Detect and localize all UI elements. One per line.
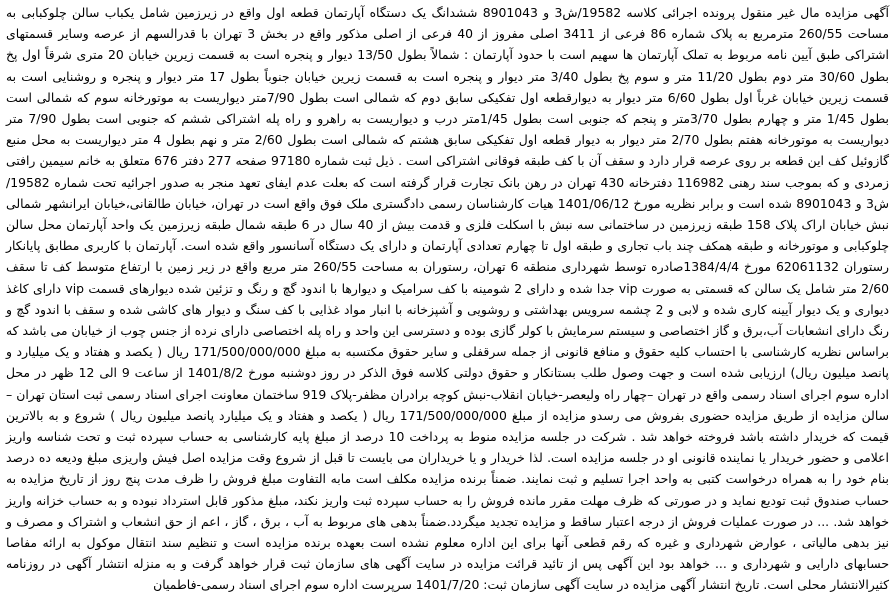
auction-notice-text: آگهی مزایده مال غیر منقول پرونده اجرائی کلاسه 19582/ش3 و 8901043 ششدانگ یک دستگاه آپارتمان قطعه اول واقع در زیرزمین شامل یکباب سالن چلوکبابی به مساحت 260/55 مترمربع به پلاک شماره 86 فرعی از 3411 اصلی مفروز از 40 فرعی از اصلی مذکور واقع در بخش 3 تهران با قدرالسهم از عرصه وسایر قسمتهای اشتراکی طبق آیین نامه مربوط به تملک آپارتمان ها سهیم است با حدود آپارتمان : شمالاً بطول 13/50 دیوار و پنجره است به قسمت زیرین خیابان 20 متری شرقاً اول پخ بطول 30/60 متر دوم بطول 11/20 متر و سوم پخ بطول 3/40 متر دیوار و پنجره است به قسمت زیرین خیابان جنوباً بطول 17 متر دیوار و پنجره و روشنایی است به قسمت زیرین خیابان غرباً اول بطول 6/60 متر دیوار به دیوارقطعه اول تفکیکی سابق دوم که شمالی است بطول 7/90متر دیواریست به موتورخانه سوم که شمالی است بطول 1/45 متر و چهارم بطول 3/70متر و پنجم که جنوبی است بطول 1/45متر درب و دیواریست به راهرو و راه پله اشتراکی ششم که جنوبی است بطول 7/90 متر دیواریست به موتورخانه هفتم بطول 2/70 متر دیوار به دیوار قطعه اول تفکیکی سابق هشتم که شمالی است بطول 2/60 متر و نهم بطول 4 متر دیواریست به محل منبع گازوئیل کف این قطعه بر روی عرصه قرار دارد و سقف آن با کف طبقه فوقانی اشتراکی است . ذیل ثبت شماره 97180 صفحه 277 دفتر 676 متعلق به خانم سیمین رافتی زمردی و که بموجب سند رهنی 116982 دفترخانه 430 تهران در رهن بانک تجارت قرار گرفته است که بعلت عدم ایفای تعهد منجر به صدور اجرائیه تحت شماره 19582/ش3 و 8901043 شده است و برابر نظریه مورخ 1401/06/12 هیات کارشناسان رسمی دادگستری ملک فوق واقع است در تهران، خیابان طالقانی،خیابان ایرانشهر شمالی نبش خیابان اراک پلاک 158 طبقه زیرزمین در ساختمانی سه نبش با اسکلت فلزی و قدمت بیش از 40 سال در 6 طبقه شمال طبقه زیرزمین یک واحد آپارتمان محل سالن چلوکبابی و موتورخانه و طبقه همکف چند باب تجاری و طبقه اول تا چهارم تعدادی آپارتمان و دارای یک دستگاه آسانسور واقع شده است. آپارتمان با کاربری مطابق پایانکار رستوران 62061132 مورخ 1384/4/4صادره توسط شهرداری منطقه 6 تهران، رستوران به مساحت 260/55 متر مربع واقع در زیر زمین با ارتفاع متوسط کف تا سقف 2/60 متر شامل یک سالن که قسمتی به صورت vip جدا شده و دارای 2 شومینه با کف سرامیک و دیوارها با اندود گچ و رنگ و تزئین شده دیوارهای قسمت vip دارای کاغذ دیواری و یک دیوار آیینه کاری شده و لابی و 2 چشمه سرویس بهداشتی و روشویی و آشپزخانه با انبار مواد غذایی با کف سنگ و دیوار های کاشی شده و سقف با اندود گچ و رنگ دارای انشعابات آب،برق و گاز اختصاصی و سیستم سرمایش با کولر گازی بوده و دسترسی این واحد و راه پله اختصاصی دارای نرده از جنس چوب از خیابان می باشد که براساس نظریه کارشناسی با احتساب کلیه حقوق و منافع قانونی از جمله سرقفلی و سایر حقوق مکتسبه به مبلغ 171/500/000/000 ریال ( یکصد و هفتاد و یک میلیارد و پانصد میلیون ریال) ارزیابی شده است و جهت وصول طلب بستانکار و حقوق دولتی کلاسه فوق الذکر در روز دوشنبه مورخ 1401/8/2 از ساعت 9 الی 12 ظهر در محل اداره سوم اجرای اسناد رسمی واقع در تهران –چهار راه ولیعصر-خیابان انقلاب-نبش کوچه برادران مظفر-پلاک 919 ساختمان معاونت اجرای اسناد رسمی ثبت استان تهران – سالن مزایده از طریق مزایده حضوری بفروش می رسدو مزایده از مبلغ 171/500/000/000 ریال ( یکصد و هفتاد و یک میلیارد پانصد میلیون ریال ) شروع و به بالاترین قیمت که خریدار داشته باشد فروخته خواهد شد . شرکت در جلسه مزایده منوط به پرداخت 10 درصد از مبلغ پایه کارشناسی به حساب سپرده ثبت و تحت شناسه واریز اعلامی و حضور خریدار یا نماینده قانونی او در جلسه مزایده است. لذا خریدار و یا خریداران می بایست تا قبل از شروع وقت مزایده اصل فیش واریزی مبلغ ودیعه ده درصد بنام خود را به همراه درخواست کتبی به واحد اجرا تسلیم و ثبت نمایند. ضمناً برنده مزایده مکلف است مابه التفاوت مبلغ فروش را ظرف مدت پنج روز از تاریخ مزایده به حساب صندوق ثبت تودیع نماید و در صورتی که ظرف مهلت مقرر مانده فروش را به حساب سپرده ثبت واریز نکند، مبلغ مذکور قابل استرداد نبوده و به حساب خزانه واریز خواهد شد. ... در صورت عملیات فروش از درجه اعتبار ساقط و مزایده تجدید میگردد.ضمناً بدهی های مربوط به آب ، برق ، گاز ، اعم از حق انشعاب و اشتراک و مصرف و نیز بدهی مالیاتی ، عوارض شهرداری و غیره که رقم قطعی آنها برای این اداره معلوم نشده است بعهده برنده مزایده است و تنظیم سند انتقال موکول به ارائه مفاصا حسابهای دارایی و شهرداری و ... خواهد بود این آگهی پس از تائید قرائت مزایده در سایت آگهی های سازمان ثبت قرار خواهد گرفت و به منزله انتشار آگهی در روزنامه کثیرالانتشار محلی است. تاریخ انتشار آگهی مزایده در سایت آگهی سازمان ثبت: 1401/7/20 سرپرست اداره سوم اجرای اسناد رسمی-فاطمیان [6,5,890,593]
